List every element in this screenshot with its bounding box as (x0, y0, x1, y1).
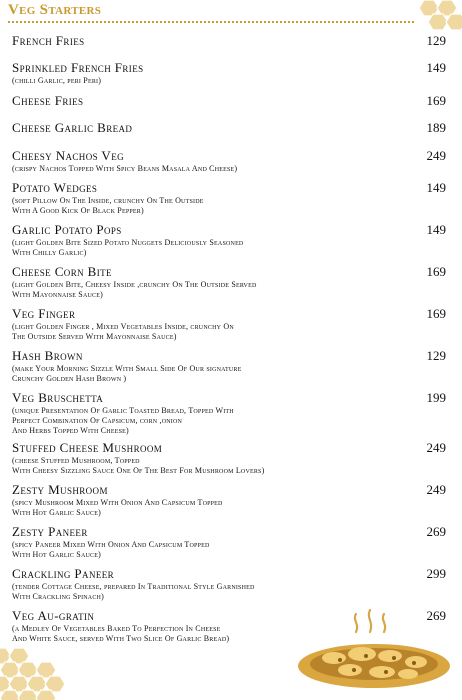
menu-item-description: With Crackling Spinach) (12, 592, 104, 601)
menu-item-name: Veg Au-gratin (12, 608, 95, 623)
menu-item-description: (light Golden Bite, Cheesy Inside ,crunchy On The Outside Served (12, 280, 257, 289)
menu-item-price: 149 (426, 180, 446, 195)
menu-item (12, 33, 450, 48)
menu-item-description: (crispy Nachos Topped With Spicy Beans Masala And Cheese) (12, 164, 238, 173)
menu-item-description: (chilli Garlic, peri Peri) (12, 76, 102, 85)
menu-item-name: Cheese Fries (12, 93, 84, 108)
menu-item-price: 249 (426, 482, 446, 497)
menu-item (12, 440, 450, 476)
menu-item-description: (a Medley Of Vegetables Baked To Perfection In Cheese (12, 624, 221, 633)
menu-item-price: 149 (426, 60, 446, 75)
menu-item-description: With Hot Garlic Sauce) (12, 508, 101, 517)
menu-item-price: 299 (426, 566, 446, 581)
menu-item-description: (light Golden Finger , Mixed Vegetables Inside, crunchy On (12, 322, 234, 331)
title-divider (8, 21, 414, 23)
menu-item-description: (light Golden Bite Sized Potato Nuggets Deliciously Seasoned (12, 238, 244, 247)
menu-item (12, 148, 450, 174)
menu-item-price: 269 (426, 524, 446, 539)
menu-item-price: 269 (426, 608, 446, 623)
menu-item-price: 169 (426, 93, 446, 108)
menu-item-price: 149 (426, 222, 446, 237)
menu-item-description: With Hot Garlic Sauce) (12, 550, 101, 559)
menu-item (12, 93, 450, 108)
menu-item-description: (spicy Paneer Mixed With Onion And Capsicum Topped (12, 540, 210, 549)
menu-item (12, 120, 450, 135)
menu-item-name: Cheese Garlic Bread (12, 120, 133, 135)
menu-item (12, 566, 450, 602)
honeycomb-decoration-icon (412, 0, 462, 30)
menu-item-name: Stuffed Cheese Mushroom (12, 440, 163, 455)
menu-item (12, 524, 450, 560)
menu-item (12, 180, 450, 216)
menu-item-name: French Fries (12, 33, 85, 48)
menu-item-name: Veg Finger (12, 306, 76, 321)
menu-item-price: 199 (426, 390, 446, 405)
menu-item-price: 129 (426, 33, 446, 48)
menu-item (12, 306, 450, 342)
menu-item-name: Sprinkled French Fries (12, 60, 144, 75)
menu-item-description: (unique Presentation Of Garlic Toasted Bread, Topped With (12, 406, 234, 415)
menu-item-description: The Outside Served With Mayonnaise Sauce) (12, 332, 177, 341)
menu-item-price: 169 (426, 264, 446, 279)
menu-item-price: 169 (426, 306, 446, 321)
honeycomb-corner-icon (0, 640, 70, 700)
menu-item-name: Zesty Paneer (12, 524, 88, 539)
menu-item-name: Garlic Potato Pops (12, 222, 122, 237)
menu-item-name: Veg Bruschetta (12, 390, 104, 405)
menu-item-description: With Chilly Garlic) (12, 248, 87, 257)
menu-item-description: And White Sauce, served With Two Slice Of Garlic Bread) (12, 634, 230, 643)
menu-item-name: Crackling Paneer (12, 566, 115, 581)
menu-item (12, 482, 450, 518)
menu-item (12, 390, 450, 436)
menu-item-description: With A Good Kick Of Black Pepper) (12, 206, 144, 215)
menu-item (12, 608, 450, 644)
menu-item-name: Potato Wedges (12, 180, 98, 195)
menu-item-name: Hash Brown (12, 348, 83, 363)
menu-item-name: Zesty Mushroom (12, 482, 108, 497)
menu-item-description: Perfect Combination Of Capsicum, corn ,onion (12, 416, 183, 425)
menu-item-name: Cheesy Nachos Veg (12, 148, 125, 163)
menu-item-description: (tender Cottage Cheese, prepared In Traditional Style Garnished (12, 582, 255, 591)
menu-item-description: Crunchy Golden Hash Brown ) (12, 374, 127, 383)
menu-item (12, 264, 450, 300)
menu-item (12, 348, 450, 384)
menu-item-description: (spicy Mushroom Mixed With Onion And Capsicum Topped (12, 498, 223, 507)
menu-item-description: With Mayonnaise Sauce) (12, 290, 103, 299)
menu-item-description: And Herbs Topped With Cheese) (12, 426, 129, 435)
menu-item-price: 249 (426, 148, 446, 163)
menu-item-name: Cheese Corn Bite (12, 264, 112, 279)
menu-item-description: (soft Pillow On The Inside, crunchy On The Outside (12, 196, 204, 205)
menu-item-description: (make Your Morning Sizzle With Small Side Of Our signature (12, 364, 242, 373)
menu-item (12, 60, 450, 86)
menu-item-price: 249 (426, 440, 446, 455)
page-title: Veg Starters (8, 2, 102, 18)
menu-item-description: (cheese Stuffed Mushroom, Topped (12, 456, 140, 465)
menu-item (12, 222, 450, 258)
menu-item-description: With Cheesy Sizzling Sauce One Of The Best For Mushroom Lovers) (12, 466, 265, 475)
menu-item-price: 189 (426, 120, 446, 135)
menu-item-price: 129 (426, 348, 446, 363)
